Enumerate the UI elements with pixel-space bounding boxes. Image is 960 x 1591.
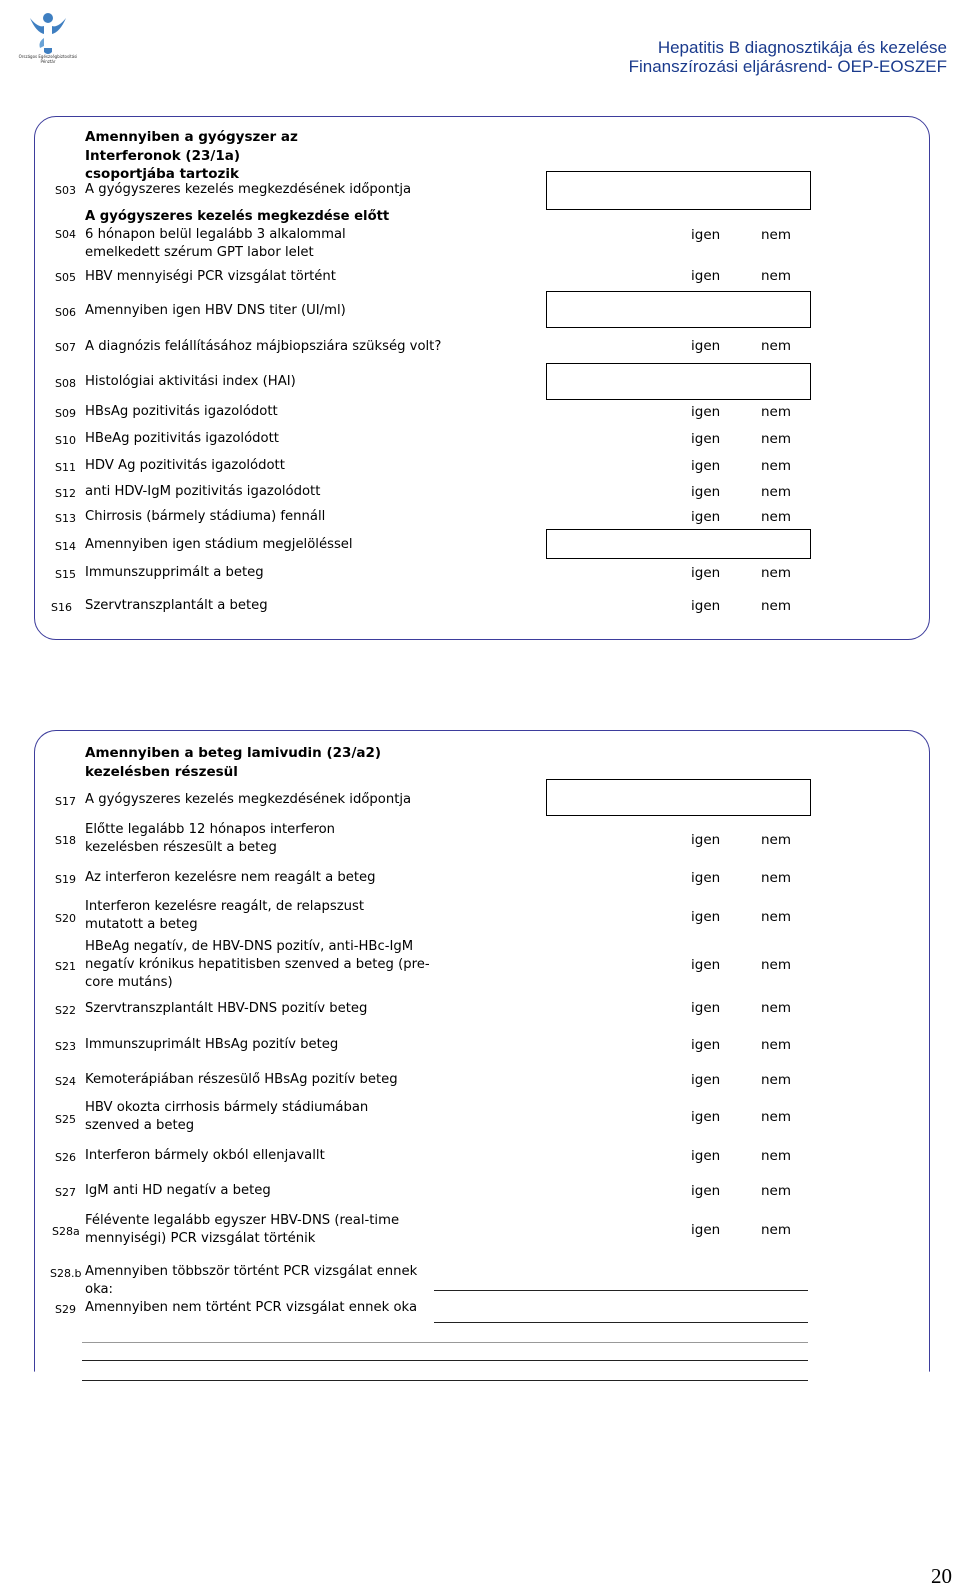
option-yes[interactable]: igen [691,1148,721,1164]
option-no[interactable]: nem [761,509,792,525]
item-code: S28.b [50,1267,82,1280]
item-code: S06 [55,306,76,319]
question-label: Amennyiben igen HBV DNS titer (UI/ml) [85,303,346,318]
option-no[interactable]: nem [761,431,792,447]
question-label: IgM anti HD negatív a beteg [85,1183,271,1198]
answer-line[interactable] [82,1342,808,1343]
option-no[interactable]: nem [761,957,792,973]
stage-input-box[interactable] [546,529,811,559]
option-yes[interactable]: igen [691,957,721,973]
item-code: S29 [55,1303,76,1316]
item-code: S22 [55,1004,76,1017]
item-code: S24 [55,1075,76,1088]
option-yes[interactable]: igen [691,598,721,614]
option-no[interactable]: nem [761,1148,792,1164]
option-no[interactable]: nem [761,565,792,581]
section-lamivudin-heading: Amennyiben a beteg lamivudin (23/a2) kezelésben részesül [85,745,382,780]
question-label: Szervtranszplantált HBV-DNS pozitív beteg [85,1001,368,1016]
option-yes[interactable]: igen [691,484,721,500]
question-label-rest: 6 hónapon belül legalább 3 alkalommal emelkedett szérum GPT labor lelet [85,227,346,260]
question-label: Kemoterápiában részesülő HBsAg pozitív beteg [85,1072,398,1087]
question-label: HBeAg negatív, de HBV-DNS pozitív, anti-HBc-IgM negatív krónikus hepatitisben szenved a beteg (pre-core mutáns) [85,939,430,990]
option-no[interactable]: nem [761,1072,792,1088]
question-label: Immunszuprimált HBsAg pozitív beteg [85,1037,339,1052]
item-code: S05 [55,271,76,284]
question-label: Az interferon kezelésre nem reagált a beteg [85,870,376,885]
question-label: Interferon kezelésre reagált, de relapszust mutatott a beteg [85,899,365,932]
question-label: Immunszupprimált a beteg [85,565,264,580]
option-no[interactable]: nem [761,598,792,614]
header-subtitle: Finanszírozási eljárásrend- OEP-EOSZEF [628,57,947,76]
option-no[interactable]: nem [761,870,792,886]
option-no[interactable]: nem [761,1109,792,1125]
question-label: Interferon bármely okból ellenjavallt [85,1148,325,1163]
answer-line[interactable] [434,1290,808,1291]
option-yes[interactable]: igen [691,268,721,284]
question-label: A gyógyszeres kezelés megkezdésének időpontja [85,182,412,197]
question-label: Előtte legalább 12 hónapos interferon kezelésben részesült a beteg [85,822,336,855]
option-yes[interactable]: igen [691,870,721,886]
option-no[interactable]: nem [761,1183,792,1199]
question-label [85,208,395,262]
option-yes[interactable]: igen [691,509,721,525]
question-label: HBV mennyiségi PCR vizsgálat történt [85,269,336,284]
option-no[interactable]: nem [761,338,792,354]
question-label: Amennyiben többször történt PCR vizsgálat ennek oka: [85,1264,418,1297]
item-code: S28a [52,1225,80,1238]
question-label: Amennyiben nem történt PCR vizsgálat ennek oka [85,1300,418,1315]
logo-text: Országos Egészségbiztosítási Pénztár [18,54,78,64]
item-code: S27 [55,1186,76,1199]
option-no[interactable]: nem [761,909,792,925]
item-code: S17 [55,795,76,808]
option-yes[interactable]: igen [691,565,721,581]
question-label: anti HDV-IgM pozitivitás igazolódott [85,484,321,499]
question-label: Histológiai aktivitási index (HAI) [85,374,296,389]
option-yes[interactable]: igen [691,1072,721,1088]
option-yes[interactable]: igen [691,1037,721,1053]
item-code: S03 [55,184,76,197]
option-no[interactable]: nem [761,458,792,474]
option-yes[interactable]: igen [691,1109,721,1125]
item-code: S16 [51,601,72,614]
question-label: HBeAg pozitivitás igazolódott [85,431,279,446]
option-no[interactable]: nem [761,832,792,848]
item-code: S08 [55,377,76,390]
item-code: S09 [55,407,76,420]
option-yes[interactable]: igen [691,1183,721,1199]
question-label: HBV okozta cirrhosis bármely stádiumában szenved a beteg [85,1100,369,1133]
answer-line[interactable] [82,1360,808,1361]
item-code: S19 [55,873,76,886]
item-code: S18 [55,834,76,847]
item-code: S11 [55,461,76,474]
answer-line[interactable] [82,1380,808,1381]
question-label: Amennyiben igen stádium megjelöléssel [85,537,353,552]
item-code: S21 [55,960,76,973]
option-no[interactable]: nem [761,404,792,420]
header-title: Hepatitis B diagnosztikája és kezelése [657,38,947,57]
option-no[interactable]: nem [761,484,792,500]
item-code: S23 [55,1040,76,1053]
question-label: A gyógyszeres kezelés megkezdésének időpontja [85,792,412,807]
question-label: HBsAg pozitivitás igazolódott [85,404,278,419]
page-number: 20 [931,1564,952,1588]
item-code: S12 [55,487,76,500]
item-code: S20 [55,912,76,925]
item-code: S10 [55,434,76,447]
item-code: S07 [55,341,76,354]
option-no[interactable]: nem [761,268,792,284]
question-label-bold: A gyógyszeres kezelés megkezdése előtt [85,209,390,224]
option-yes[interactable]: igen [691,832,721,848]
item-code: S13 [55,512,76,525]
option-yes[interactable]: igen [691,1000,721,1016]
question-label: Chirrosis (bármely stádiuma) fennáll [85,509,326,524]
question-label: Félévente legalább egyszer HBV-DNS (real-time mennyiségi) PCR vizsgálat történik [85,1213,400,1246]
option-yes[interactable]: igen [691,227,721,243]
question-label: A diagnózis felállításához májbiopsziára szükség volt? [85,339,442,354]
date-input-box[interactable] [546,171,811,210]
option-no[interactable]: nem [761,1000,792,1016]
option-yes[interactable]: igen [691,431,721,447]
option-yes[interactable]: igen [691,1222,721,1238]
section-interferon-heading: Amennyiben a gyógyszer az Interferonok (23/1a) csoportjába tartozik [85,129,298,182]
option-yes[interactable]: igen [691,404,721,420]
option-yes[interactable]: igen [691,909,721,925]
item-code: S14 [55,540,76,553]
item-code: S26 [55,1151,76,1164]
item-code: S04 [55,228,76,241]
date-input-box[interactable] [546,779,811,816]
answer-line[interactable] [434,1322,808,1323]
option-yes[interactable]: igen [691,338,721,354]
item-code: S25 [55,1113,76,1126]
hai-input-box[interactable] [546,363,811,400]
question-label: Szervtranszplantált a beteg [85,598,268,613]
option-yes[interactable]: igen [691,458,721,474]
logo [14,8,82,70]
item-code: S15 [55,568,76,581]
option-no[interactable]: nem [761,1037,792,1053]
option-no[interactable]: nem [761,1222,792,1238]
option-no[interactable]: nem [761,227,792,243]
dns-titer-input-box[interactable] [546,291,811,328]
question-label: HDV Ag pozitivitás igazolódott [85,458,285,473]
